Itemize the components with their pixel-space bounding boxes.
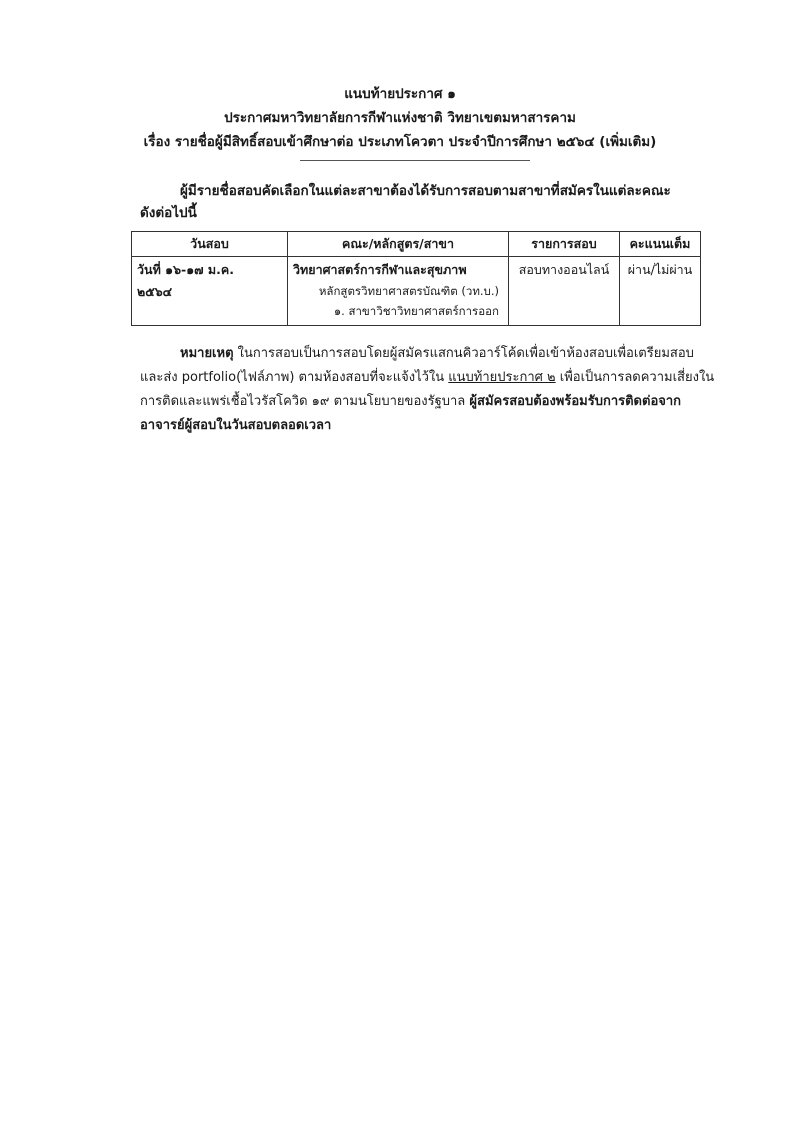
- intro-paragraph: [140, 180, 715, 224]
- announcement-title: ประกาศมหาวิทยาลัยการกีฬาแห่งชาติ วิทยาเขตมหาสารคาม: [224, 110, 576, 126]
- header-exam-date: วันสอบ: [132, 232, 288, 257]
- cell-exam-date: [132, 257, 288, 326]
- intro-line-1: ผู้มีรายชื่อสอบคัดเลือกในแต่ละสาขาต้องได้รับการสอบตามสาขาที่สมัครในแต่ละคณะ: [180, 183, 671, 199]
- faculty-name: วิทยาศาสตร์การกีฬาและสุขภาพ: [293, 262, 467, 277]
- header-full-score: คะแนนเต็ม: [620, 232, 701, 257]
- table-row: [132, 257, 701, 326]
- exam-date-line-2: ๒๕๖๔: [137, 284, 173, 299]
- attachment-title: แนบท้ายประกาศ ๑: [344, 86, 456, 102]
- announcement-header: [0, 82, 800, 154]
- note-bold-text: ผู้สมัครสอบต้องพร้อมรับการติดต่อจากอาจารย์ผู้สอบในวันสอบตลอดเวลา: [140, 394, 682, 433]
- cell-faculty: [288, 257, 509, 326]
- note-paragraph: [140, 342, 715, 438]
- header-faculty: คณะ/หลักสูตร/สาขา: [288, 232, 509, 257]
- program-name: หลักสูตรวิทยาศาสตรบัณฑิต (วท.บ.): [318, 284, 499, 298]
- exam-date-line-1: วันที่ ๑๖-๑๗ ม.ค.: [137, 262, 234, 277]
- note-text-1: ในการสอบเป็นการสอบโดยผู้สมัครแสกนคิวอาร์โค้ดเพื่อเข้าห้องสอบเพื่อเตรียมสอบและส่ง portfolio(ไฟล์ภาพ) ตามห้องสอบที่จะแจ้งไว้ใน: [140, 346, 694, 385]
- table-header-row: [132, 232, 701, 257]
- attachment-2-reference: แนบท้ายประกาศ ๒: [448, 370, 556, 385]
- announcement-subject: เรื่อง รายชื่อผู้มีสิทธิ์สอบเข้าศึกษาต่อ ประเภทโควตา ประจำปีการศึกษา ๒๕๖๔ (เพิ่มเติม): [143, 134, 657, 150]
- major-name: ๑. สาขาวิชาวิทยาศาสตร์การออก: [333, 304, 499, 318]
- cell-exam-method: [509, 257, 620, 326]
- note-label: หมายเหตุ: [180, 346, 234, 361]
- header-exam-method: รายการสอบ: [509, 232, 620, 257]
- intro-line-2: ดังต่อไปนี้: [140, 205, 197, 221]
- exam-schedule-table: [131, 231, 701, 326]
- full-score: ผ่าน/ไม่ผ่าน: [627, 262, 693, 277]
- exam-method: สอบทางออนไลน์: [518, 262, 610, 277]
- cell-full-score: [620, 257, 701, 326]
- note-text-2: เพื่อเป็นการลดความเสี่ยงในการติดและแพร่เชื้อไวรัสโควิด ๑๙ ตามนโยบายของรัฐบาล: [140, 370, 715, 409]
- header-divider: [300, 160, 530, 161]
